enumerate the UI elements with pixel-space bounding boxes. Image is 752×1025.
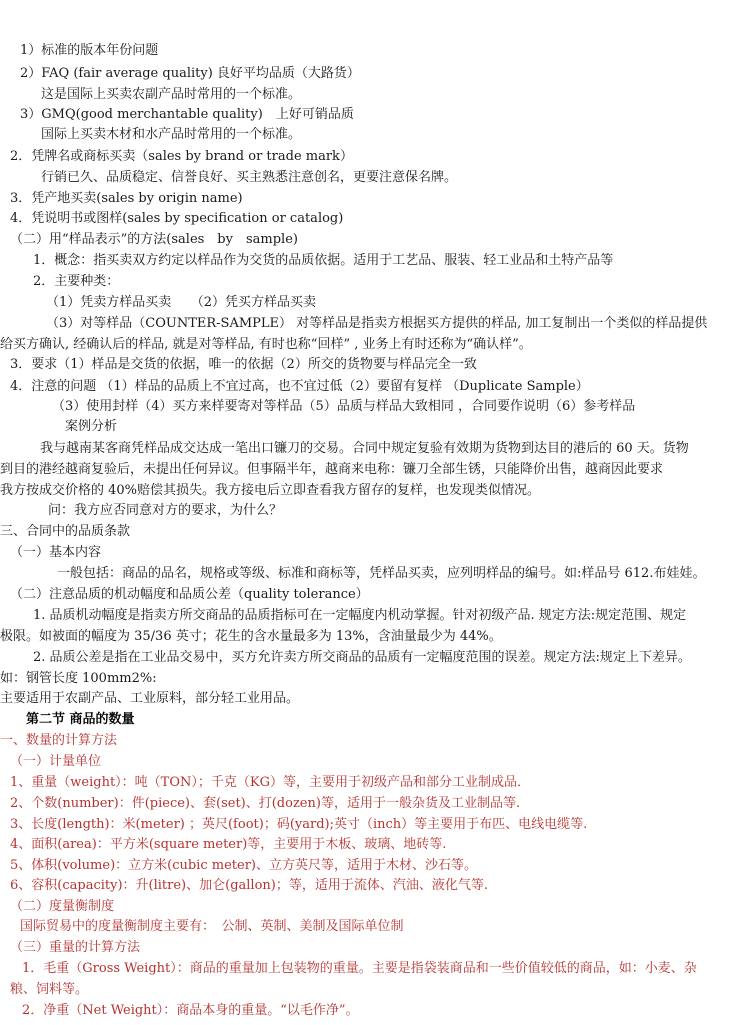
text-line: 4．凭说明书或图样(sales by specification or catalog) [10, 211, 344, 226]
text-line: 这是国际上买卖农副产品时常用的一个标准。 [41, 87, 302, 102]
section-heading: 第二节 商品的数量 [26, 712, 135, 727]
text-line: 三、合同中的品质条款 [0, 524, 131, 539]
text-line: 2．主要种类： [33, 274, 120, 289]
text-line: 1）标准的版本年份问题 [20, 43, 159, 58]
text-line: 5、体积(volume)：立方米(cubic meter)、立方英尺等，适用于木材、沙石等。 [10, 858, 477, 873]
text-line: 问：我方应否同意对方的要求，为什么？ [48, 503, 283, 518]
text-line: 极限。如被面的幅度为 35/36 英寸；花生的含水量最多为 13%，含油量最少为 44%。 [0, 629, 502, 644]
text-line: 国际贸易中的度量衡制度主要有： 公制、英制、美制及国际单位制 [20, 919, 404, 934]
text-line: 行销已久、品质稳定、信誉良好、买主熟悉注意创名，更要注意保名牌。 [41, 170, 458, 185]
text-line: 粮、饲料等。 [10, 982, 89, 997]
text-line: 我方按成交价格的 40%赔偿其损失。我方接电后立即查看我方留存的复样，也发现类似情况。 [0, 483, 541, 498]
text-line: 3、长度(length)：米(meter) ；英尺(foot)；码(yard);英寸（inch）等主要用于布匹、电线电缆等. [10, 817, 588, 832]
text-line: （二）注意品质的机动幅度和品质公差（quality tolerance） [10, 587, 369, 602]
text-line: 案例分析 [65, 419, 118, 434]
text-line: 1．概念：指买卖双方约定以样品作为交货的品质依据。适用于工艺品、服装、轻工业品和土特产品等 [33, 253, 614, 268]
text-line: 1．毛重（Gross Weight）：商品的重量加上包装物的重量。主要是指袋装商品和一些价值较低的商品，如：小麦、杂 [22, 961, 697, 976]
text-line: （3）对等样品（COUNTER-SAMPLE） 对等样品是指卖方根据买方提供的样品, 加工复制出一个类似的样品提供 [46, 316, 708, 331]
text-line: 如：钢管长度 100mm2%: [0, 671, 157, 686]
text-line: 给买方确认, 经确认后的样品, 就是对等样品, 有时也称“回样” , 业务上有时还称为“确认样”。 [0, 337, 532, 352]
text-line: 3．要求（1）样品是交货的依据，唯一的依据（2）所交的货物要与样品完全一致 [10, 357, 477, 372]
text-line: （二）度量衡制度 [10, 899, 115, 914]
text-line: 2. 品质公差是指在工业品交易中，买方允许卖方所交商品的品质有一定幅度范围的误差。规定方法:规定上下差异。 [33, 650, 691, 665]
text-line: 2）FAQ (fair average quality) 良好平均品质（大路货） [20, 66, 360, 81]
text-line: 1. 品质机动幅度是指卖方所交商品的品质指标可在一定幅度内机动掌握。针对初级产品. 规定方法:规定范围、规定 [33, 608, 687, 623]
text-line: （一）计量单位 [10, 754, 102, 769]
text-line: （1）凭卖方样品买卖 （2）凭买方样品买卖 [46, 295, 317, 310]
text-line: 4．注意的问题 （1）样品的品质上不宜过高，也不宜过低（2）要留有复样 （Duplicate Sample） [10, 379, 589, 394]
text-line: 2．净重（Net Weight）：商品本身的重量。“以毛作净”。 [22, 1003, 359, 1018]
text-line: （3）使用封样（4）买方来样要寄对等样品（5）品质与样品大致相同 ，合同要作说明（6）参考样品 [52, 399, 636, 414]
text-line: 4、面积(area)：平方米(square meter)等，主要用于木板、玻璃、地砖等. [10, 837, 447, 852]
text-line: 主要适用于农副产品、工业原料，部分轻工业用品。 [0, 691, 300, 706]
text-line: （一）基本内容 [10, 545, 102, 560]
text-line: 我与越南某客商凭样品成交达成一笔出口镰刀的交易。合同中规定复验有效期为货物到达目的港后的 60 天。货物 [40, 441, 689, 456]
text-line: 到目的港经越商复验后，未提出任何异议。但事隔半年，越商来电称：镰刀全部生锈，只能降价出售，越商因此要求 [0, 462, 664, 477]
text-line: 6、容积(capacity)：升(litre)、加仑(gallon)；等，适用于流体、汽油、液化气等. [10, 878, 488, 893]
text-line: 2、个数(number)：件(piece)、套(set)、打(dozen)等，适用于一般杂货及工业制品等. [10, 796, 521, 811]
text-line: （二）用“样品表示”的方法(sales by sample) [10, 232, 298, 247]
text-line: 国际上买卖木材和水产品时常用的一个标准。 [41, 127, 302, 142]
text-line: 3．凭产地买卖(sales by origin name) [10, 191, 243, 206]
text-line: 2．凭牌名或商标买卖（sales by brand or trade mark） [10, 149, 353, 164]
text-line: 一般包括：商品的品名，规格或等级、标准和商标等，凭样品买卖，应列明样品的编号。如:样品号 612.布娃娃。 [57, 566, 706, 581]
text-line: 3）GMQ(good merchantable quality) 上好可销品质 [20, 107, 354, 122]
text-line: 1、重量（weight）：吨（TON）；千克（KG）等，主要用于初级产品和部分工业制成品． [10, 775, 530, 790]
text-line: 一、数量的计算方法 [0, 733, 118, 748]
text-line: （三）重量的计算方法 [10, 940, 141, 955]
